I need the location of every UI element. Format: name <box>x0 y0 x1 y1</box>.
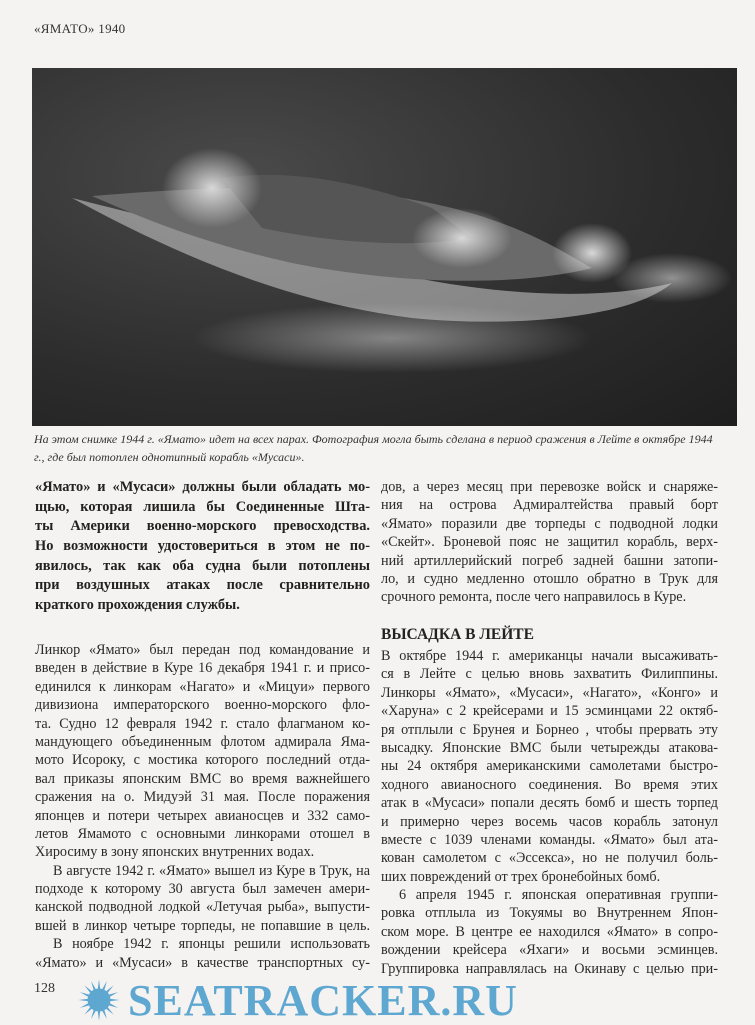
text-line: «Харуна» с 2 крейсерами и 15 эсминцами 22 октяб- <box>381 703 718 720</box>
text-line: кован самолетом с «Эссекса», но не получил боль- <box>381 850 718 867</box>
text-line: мото Исороку, с мостика которого последний отда- <box>35 752 370 769</box>
right-body-text <box>381 647 718 978</box>
section-heading: ВЫСАДКА В ЛЕЙТЕ <box>381 626 534 643</box>
text-line: вместе с 1039 членами команды. «Ямато» был ата- <box>381 831 718 848</box>
right-top-text <box>381 478 718 607</box>
text-line: ших повреждений от трех бронебойных бомб. <box>381 868 661 885</box>
text-line: ровка отплыла из Токуямы во Внутреннем Япон- <box>381 905 718 922</box>
text-line: В ноябре 1942 г. японцы решили использовать <box>53 936 370 953</box>
text-line: и примерно через восемь часов корабль затонул <box>381 813 718 830</box>
text-line: при воздушных атаках после сравнительно <box>35 577 370 594</box>
text-line: ты Америки военно-морского превосходства. <box>35 518 370 535</box>
text-line: канской подводной лодкой «Летучая рыба», выпусти- <box>35 899 370 916</box>
text-line: «Скейт». Броневой пояс не защитил корабль, верх- <box>381 534 718 551</box>
text-line: Но возможности удостовериться в этом не по- <box>35 538 370 555</box>
text-line: краткого прохождения службы. <box>35 597 240 614</box>
text-line: ны 24 октября американскими самолетами быстро- <box>381 758 718 775</box>
sun-logo-icon <box>78 979 120 1021</box>
text-line: «Ямато» и «Мусаси» в качестве транспортных су- <box>35 954 370 971</box>
text-line: подходе к которому 30 августа был замечен амери- <box>35 881 370 898</box>
text-line: летов Ямамото с основными линкорами отошел в <box>35 825 370 842</box>
text-line: единился к линкорам «Нагато» и «Мицуи» первого <box>35 678 370 695</box>
text-line: В октябре 1944 г. американцы начали высаживать- <box>381 648 718 664</box>
running-header: «ЯМАТО» 1940 <box>34 21 126 36</box>
text-line: Линкоры «Ямато», «Мусаси», «Нагато», «Конго» и <box>381 684 718 701</box>
text-line: та. Судно 12 февраля 1942 г. стало флагманом ко- <box>35 715 370 732</box>
text-line: дивизиона императорского военно-морского фло- <box>35 697 370 714</box>
text-line: вождении крейсера «Яхаги» и восьми эсминцев. <box>381 942 718 959</box>
text-line: вшей в линкор четыре торпеды, не попавшие в цель. <box>35 917 370 934</box>
text-line: «Ямато» поразили две торпеды с подводной лодки <box>381 515 718 532</box>
text-line: ском море. В центре ее находился «Ямато» в сопро- <box>381 923 718 940</box>
sun-ray <box>78 999 88 1002</box>
text-line: ния на острова Адмиралтейства правый борт <box>381 497 718 514</box>
text-line: ся в Лейте с целью вновь захватить Филиппины. <box>381 666 718 683</box>
text-line: Хиросиму в зону японских внутренних водах. <box>35 844 315 861</box>
text-line: явилось, так как оба судна были потоплены <box>35 557 370 574</box>
text-line: щью, которая лишила бы Соединенные Шта- <box>35 498 370 515</box>
lead-paragraph <box>35 478 370 616</box>
left-body-text <box>35 641 370 972</box>
text-line: 6 апреля 1945 г. японская оперативная группи- <box>399 887 718 904</box>
text-line: срочного ремонта, после чего направилось в Куре. <box>381 589 687 606</box>
text-line: высадку. Японские ВМС были четырежды атакова- <box>381 739 718 756</box>
sun-ray <box>110 999 120 1002</box>
sun-ray <box>98 1011 101 1021</box>
battleship-photo <box>32 68 737 426</box>
text-line: ний артиллерийский погреб задней башни затопи- <box>381 552 718 569</box>
text-line: атак в «Мусаси» попали десять бомб и шесть торпед <box>381 795 718 812</box>
text-line: «Ямато» и «Мусаси» должны были обладать мо- <box>35 479 370 495</box>
text-line: дов, а через месяц при перевозке войск и снаряже- <box>381 479 718 495</box>
text-line: ло, и судно медленно отошло обратно в Трук для <box>381 570 718 587</box>
text-line: ря отплыли с Брунея и Борнео , чтобы прервать эту <box>381 721 718 738</box>
text-line: вал приказы японским ВМС во время важнейшего <box>35 770 370 787</box>
text-line: мандующего объединенным флотом адмирала Яма- <box>35 733 370 750</box>
page-number: 128 <box>34 981 55 996</box>
photo-caption: На этом снимке 1944 г. «Ямато» идет на всех парах. Фотография могла быть сделана в период сражения в Лейте в октябре 1944 г., где был потоплен однотипный корабль «Мусаси». <box>34 432 713 464</box>
sun-ray <box>98 979 101 989</box>
text-line: японцев и потери четырех авианосцев и 332 само- <box>35 807 370 824</box>
watermark: SEATRACKER.RU <box>128 976 518 1025</box>
text-line: Линкор «Ямато» был передан под командование и <box>35 642 370 658</box>
text-line: ходного авианосного соединения. Во время этих <box>381 776 718 793</box>
text-line: введен в действие в Куре 16 декабря 1941 г. и присо- <box>35 660 370 677</box>
text-line: сражения на о. Мидуэй 31 мая. После поражения <box>35 789 370 806</box>
text-line: Группировка направлялась на Окинаву с целью при- <box>381 960 718 977</box>
text-line: В августе 1942 г. «Ямато» вышел из Куре в Трук, на <box>53 862 370 879</box>
